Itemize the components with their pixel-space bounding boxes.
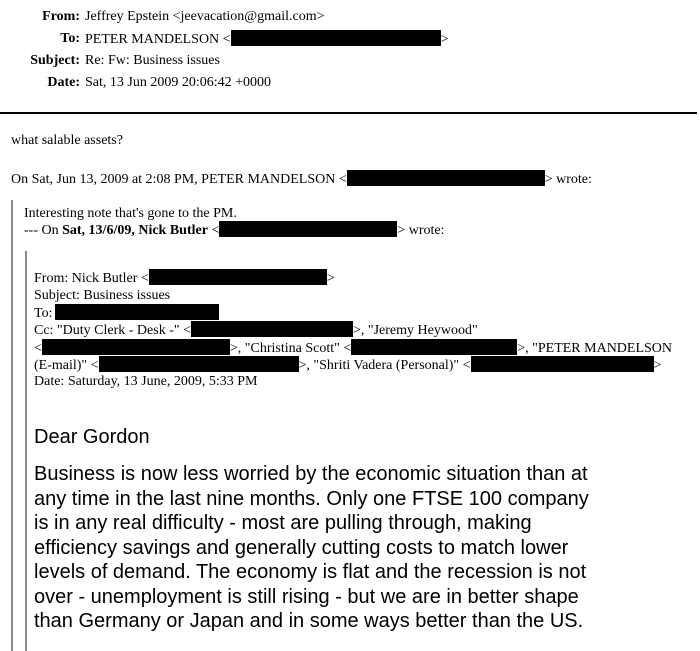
from-row [0,8,700,26]
orig-cc-line-2: < >, "Christina Scott" < >, "PETER MANDELSON [34,341,673,356]
redaction-block [149,269,327,285]
letter-line: over - unemployment is still rising - but we are in better shape [34,585,579,608]
redaction-block [347,170,545,186]
header-divider [0,112,697,114]
subject-row [0,52,700,70]
quote-bar-level-2 [25,251,27,651]
redaction-block [55,304,219,320]
from-value: Jeffrey Epstein <jeevacation@gmail.com> [85,9,325,24]
redaction-block [42,339,230,355]
letter-line: Business is now less worried by the economic situation than at [34,463,588,485]
from-label: From: [42,9,80,24]
subject-label: Subject: [30,53,80,68]
subject-value: Re: Fw: Business issues [85,53,220,68]
redaction-block [471,356,654,372]
quote-bar-level-1 [11,200,13,651]
forward-note: Interesting note that's gone to the PM. [24,206,237,221]
redaction-block [351,339,517,355]
redaction-block [191,321,353,337]
letter-line: levels of demand. The economy is flat and the recession is not [34,561,587,583]
orig-to: To: [34,304,219,323]
orig-subject: Subject: Business issues [34,288,171,303]
reply-text: what salable assets? [11,133,123,148]
redaction-block [231,30,441,46]
letter-line: is in any real difficulty - most are pulling through, making [34,512,532,534]
orig-cc-line-1: Cc: "Duty Clerk - Desk -" < >, "Jeremy Heywood" [34,323,478,338]
to-label: To: [60,31,80,46]
salutation: Dear Gordon [34,426,150,448]
orig-date: Date: Saturday, 13 June, 2009, 5:33 PM [34,374,258,389]
to-row [0,30,700,48]
orig-cc-line-3: (E-mail)" < >, "Shriti Vadera (Personal)" < > [34,358,662,373]
to-value: PETER MANDELSON < > [85,32,449,47]
nick-butler-intro: --- On Sat, 13/6/09, Nick Butler < > wrote: [24,223,445,238]
date-value: Sat, 13 Jun 2009 20:06:42 +0000 [85,75,272,90]
orig-from: From: Nick Butler < > [34,271,335,286]
letter-line: than Germany or Japan and in some ways better than the US. [34,610,584,632]
date-row [0,74,700,92]
redaction-block [99,356,299,372]
letter-line: efficiency savings and generally cutting costs to match lower [34,536,569,559]
quote-intro: On Sat, Jun 13, 2009 at 2:08 PM, PETER MANDELSON < > wrote: [11,172,592,187]
date-label: Date: [47,75,80,90]
letter-paragraph [34,462,589,634]
letter-line: any time in the last nine months. Only one FTSE 100 company [34,487,589,510]
redaction-block [219,221,397,237]
